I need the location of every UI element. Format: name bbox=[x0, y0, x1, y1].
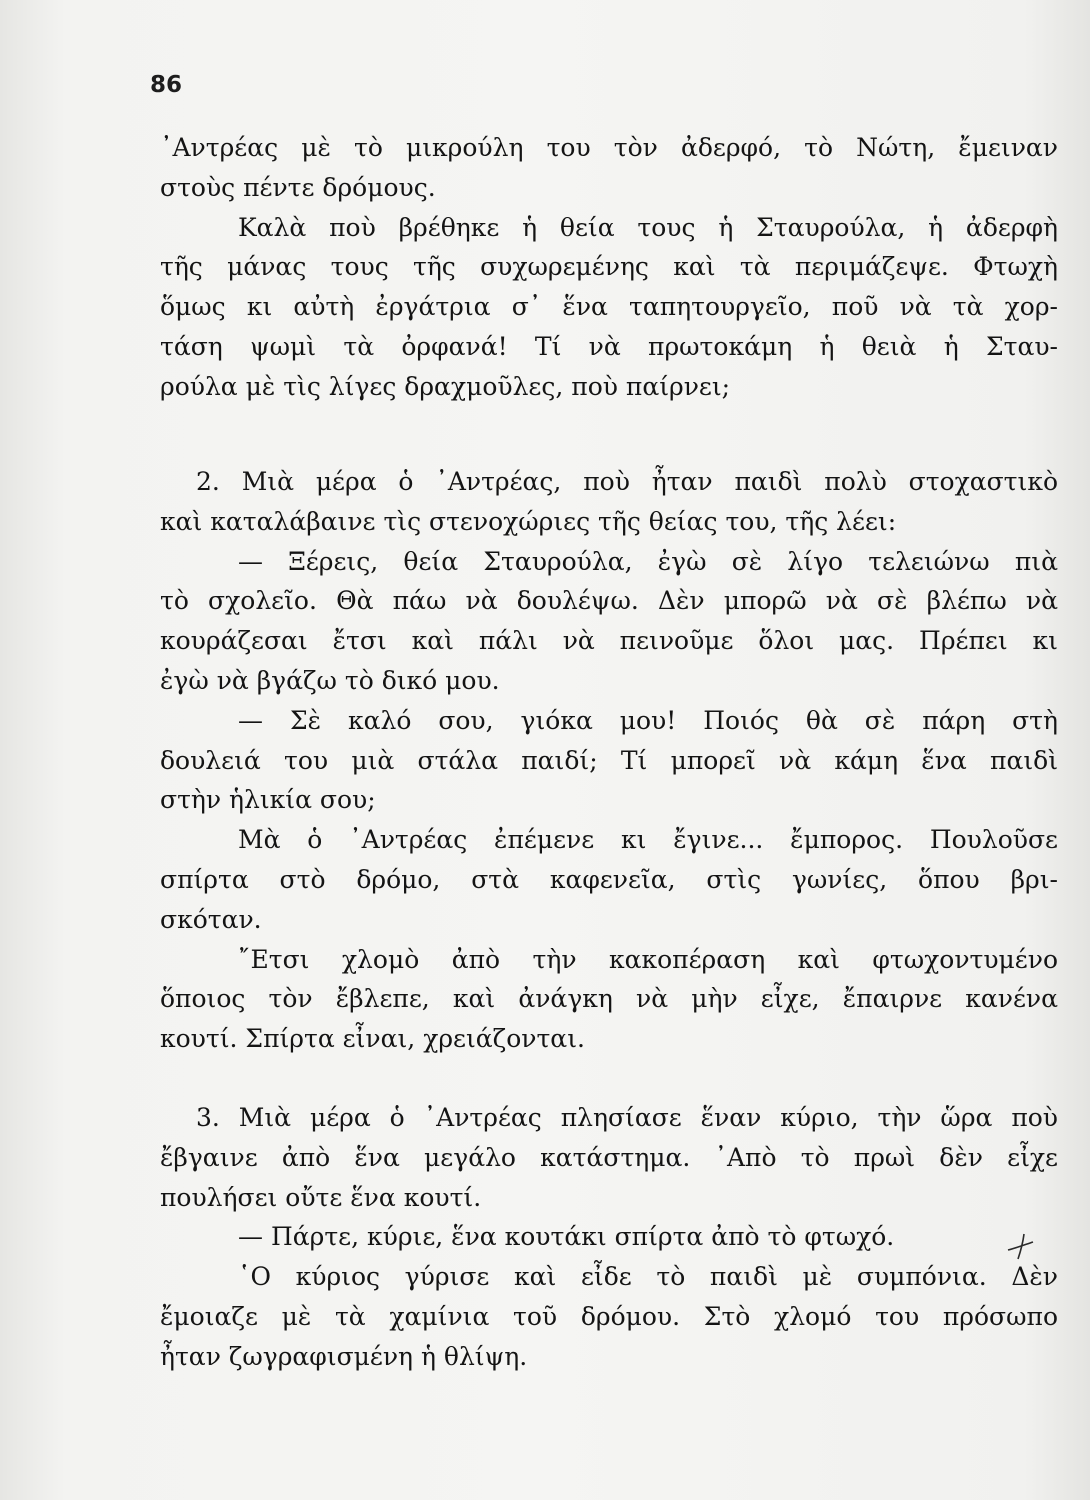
text-line: σπίρτα στὸ δρόμο, στὰ καφενεῖα, στὶς γωνίες, ὅπου βρι- bbox=[160, 864, 1058, 894]
text-line: — Πάρτε, κύριε, ἕνα κουτάκι σπίρτα ἀπὸ τὸ φτωχό. bbox=[238, 1222, 895, 1252]
text-line: πουλήσει οὔτε ἕνα κουτί. bbox=[160, 1182, 482, 1212]
text-line: — Σὲ καλό σου, γιόκα μου! Ποιός θὰ σὲ πάρη στὴ bbox=[238, 705, 1058, 735]
text-line: ὅμως κι αὐτὴ ἐργάτρια σ᾿ ἕνα ταπητουργεῖο, ποῦ νὰ τὰ χορ- bbox=[160, 292, 1058, 322]
section-2 bbox=[160, 462, 1058, 1059]
text-line: ῾Ο κύριος γύρισε καὶ εἶδε τὸ παιδὶ μὲ συμπόνια. Δὲν bbox=[238, 1262, 1058, 1292]
text-line: τάση ψωμὶ τὰ ὀρφανά! Τί νὰ πρωτοκάμη ἡ θειὰ ἡ Σταυ- bbox=[160, 331, 1058, 361]
text-line: τῆς μάνας τους τῆς συχωρεμένης καὶ τὰ περιμάζεψε. Φτωχὴ bbox=[160, 252, 1058, 282]
text-line: στὴν ἡλικία σου; bbox=[160, 785, 376, 815]
text-line: δουλειά του μιὰ στάλα παιδί; Τί μπορεῖ νὰ κάμη ἕνα παιδὶ bbox=[160, 745, 1058, 775]
text-line: ἦταν ζωγραφισμένη ἡ θλίψη. bbox=[160, 1341, 528, 1371]
text-line: ἔμοιαζε μὲ τὰ χαμίνια τοῦ δρόμου. Στὸ χλομό του πρόσωπο bbox=[160, 1301, 1058, 1331]
page-number: 86 bbox=[150, 72, 183, 98]
section-3 bbox=[160, 1098, 1058, 1377]
text-line: ὅποιος τὸν ἔβλεπε, καὶ ἀνάγκη νὰ μὴν εἶχε, ἔπαιρνε κανένα bbox=[160, 984, 1058, 1014]
text-line: καὶ καταλάβαινε τὶς στενοχώριες τῆς θείας του, τῆς λέει: bbox=[160, 506, 897, 536]
text-line: ᾿Αντρέας μὲ τὸ μικρούλη του τὸν ἀδερφό, τὸ Νώτη, ἔμειναν bbox=[160, 133, 1058, 162]
text-line: κουτί. Σπίρτα εἶναι, χρειάζονται. bbox=[160, 1024, 585, 1054]
pen-mark-icon bbox=[1000, 1228, 1036, 1264]
text-line: Καλὰ ποὺ βρέθηκε ἡ θεία τους ἡ Σταυρούλα, ἡ ἀδερφὴ bbox=[238, 212, 1058, 242]
text-line: 2. Μιὰ μέρα ὁ ᾿Αντρέας, ποὺ ἦταν παιδὶ πολὺ στοχαστικὸ bbox=[196, 467, 1058, 496]
text-line: 3. Μιὰ μέρα ὁ ᾿Αντρέας πλησίασε ἕναν κύριο, τὴν ὥρα ποὺ bbox=[196, 1103, 1058, 1132]
text-line: ῎Ετσι χλομὸ ἀπὸ τὴν κακοπέραση καὶ φτωχοντυμένο bbox=[238, 944, 1058, 974]
section-1 bbox=[160, 128, 1058, 407]
text-line: σκόταν. bbox=[160, 904, 262, 934]
text-line: τὸ σχολεῖο. Θὰ πάω νὰ δουλέψω. Δὲν μπορῶ νὰ σὲ βλέπω νὰ bbox=[160, 586, 1058, 616]
text-line: ἔβγαινε ἀπὸ ἕνα μεγάλο κατάστημα. ᾿Απὸ τὸ πρωὶ δὲν εἶχε bbox=[160, 1142, 1058, 1172]
text-line: ἐγὼ νὰ βγάζω τὸ δικό μου. bbox=[160, 665, 500, 695]
text-line: — Ξέρεις, θεία Σταυρούλα, ἐγὼ σὲ λίγο τελειώνω πιὰ bbox=[238, 546, 1058, 576]
text-line: στοὺς πέντε δρόμους. bbox=[160, 172, 436, 202]
text-line: Μὰ ὁ ᾿Αντρέας ἐπέμενε κι ἔγινε... ἔμπορος. Πουλοῦσε bbox=[238, 825, 1058, 855]
text-line: κουράζεσαι ἔτσι καὶ πάλι νὰ πεινοῦμε ὅλοι μας. Πρέπει κι bbox=[160, 626, 1058, 656]
text-line: ρούλα μὲ τὶς λίγες δραχμοῦλες, ποὺ παίρνει; bbox=[160, 371, 731, 401]
